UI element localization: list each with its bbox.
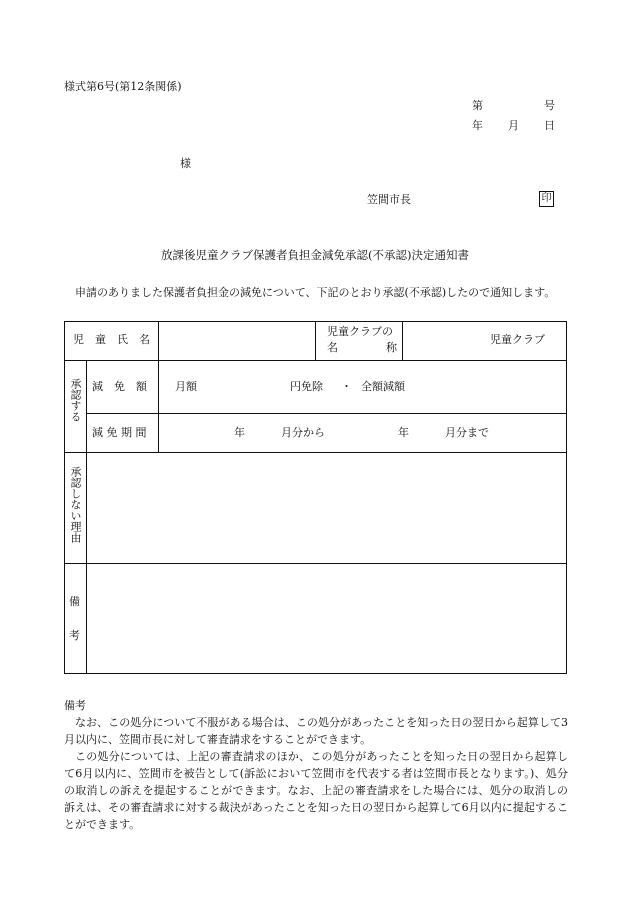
remarks-label-1: 備 (69, 595, 80, 608)
reduction-amount-unit: 円免除 (290, 380, 323, 393)
child-name-field[interactable] (159, 322, 315, 360)
reduction-period-field[interactable] (159, 414, 566, 452)
reduction-monthly-prefix: 月額 (175, 380, 197, 393)
reduction-amount-label: 減 免 額 (92, 380, 147, 393)
addressee-suffix: 様 (180, 157, 191, 170)
notes-section (64, 697, 568, 833)
col-divider (315, 322, 316, 360)
reject-reason-field[interactable] (87, 453, 566, 563)
club-name-suffix: 児童クラブ (490, 333, 545, 346)
remarks-field[interactable] (87, 564, 566, 673)
reduction-full-option: 全額減額 (361, 380, 405, 393)
period-year-end: 年 (398, 426, 409, 439)
number-prefix: 第 (472, 99, 483, 112)
club-name-label-2b: 称 (386, 341, 397, 354)
date-month: 月 (508, 119, 519, 132)
form-number: 様式第6号(第12条関係) (64, 80, 182, 93)
notes-paragraph-2: この処分については、上記の審査請求のほか、この処分があったことを知った日の翌日から起算して6月以内に、笠間市を被告として(訴訟において笠間市を代表する者は笠間市長となります。)、処分の取消しの訴えを提起することができます。なお、上記の審査請求をした場合には、処分の取消しの訴えは、その審査請求に対する裁決があったことを知った日の翌日から起算して6月以内に提起することができます。 (64, 750, 568, 831)
notes-paragraph-1: なお、この処分について不服がある場合は、この処分があったことを知った日の翌日から起算して3月以内に、笠間市長に対して審査請求をすることができます。 (64, 716, 568, 746)
approve-label: 承認する (69, 378, 82, 422)
remarks-label-2: 考 (69, 629, 80, 642)
issuer-name: 笠間市長 (367, 193, 411, 206)
reduction-period-label: 減 免 期 間 (92, 426, 147, 439)
reduction-separator: ・ (341, 380, 352, 393)
notes-heading: 備考 (64, 699, 86, 712)
date-year: 年 (472, 119, 483, 132)
period-month-to: 月分まで (445, 426, 489, 439)
decision-table (64, 321, 567, 674)
date-day: 日 (544, 119, 555, 132)
intro-text: 申請のありました保護者負担金の減免について、下記のとおり承認(不承認)したので通知します。 (75, 286, 556, 299)
reject-reason-label: 承認しない理由 (69, 466, 82, 543)
document-title: 放課後児童クラブ保護者負担金減免承認(不承認)決定通知書 (161, 248, 469, 262)
period-month-from: 月分から (281, 426, 325, 439)
number-suffix: 号 (544, 99, 555, 112)
period-year-start: 年 (234, 426, 245, 439)
club-name-label-1: 児童クラブの (327, 325, 393, 338)
club-name-label-2a: 名 (327, 341, 338, 354)
seal-mark: 印 (539, 191, 554, 207)
child-name-label: 児 童 氏 名 (73, 333, 150, 346)
